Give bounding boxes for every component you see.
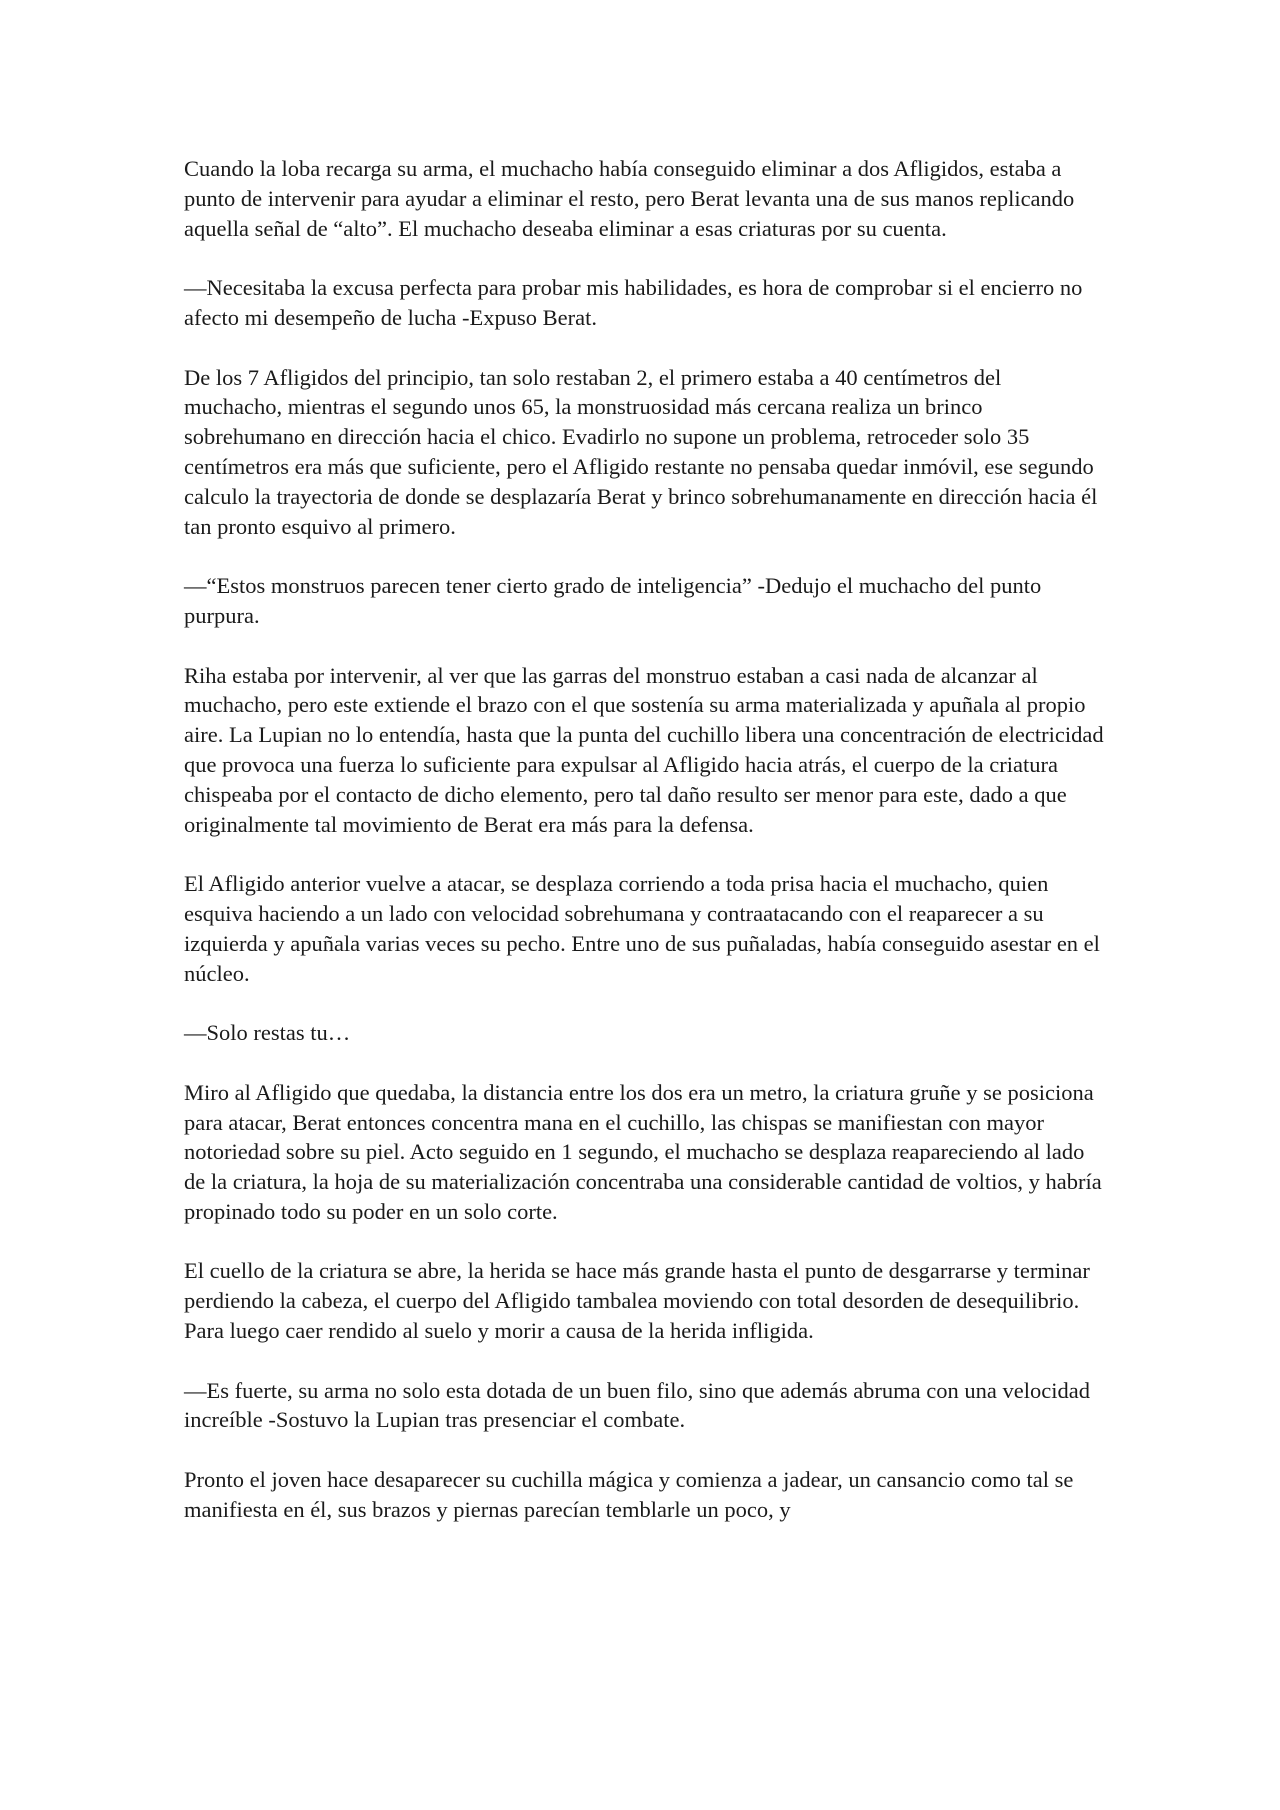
paragraph: Miro al Afligido que quedaba, la distancia entre los dos era un metro, la criatura gruñe y se posiciona para atacar, Berat entonces concentra mana en el cuchillo, las chispas se manifiestan con mayor notoriedad sobre su piel. Acto seguido en 1 segundo, el muchacho se desplaza reapareciendo al lado de la criatura, la hoja de su materialización concentraba una considerable cantidad de voltios, y habría propinado todo su poder en un solo corte. [184, 1079, 1102, 1224]
paragraph: —Solo restas tu… [184, 1020, 351, 1046]
paragraph: —“Estos monstruos parecen tener cierto grado de inteligencia” -Dedujo el muchacho del punto purpura. [184, 573, 1042, 628]
paragraph: Cuando la loba recarga su arma, el muchacho había conseguido eliminar a dos Afligidos, estaba a punto de intervenir para ayudar a eliminar el resto, pero Berat levanta una de sus manos replicando aquella señal de “alto”. El muchacho deseaba eliminar a esas criaturas por su cuenta. [184, 156, 1075, 241]
paragraph: Pronto el joven hace desaparecer su cuchilla mágica y comienza a jadear, un cansancio como tal se manifiesta en él, sus brazos y piernas parecían temblarle un poco, y [184, 1467, 1074, 1522]
paragraph: —Es fuerte, su arma no solo esta dotada de un buen filo, sino que además abruma con una velocidad increíble -Sostuvo la Lupian tras presenciar el combate. [184, 1377, 1090, 1433]
paragraph: El cuello de la criatura se abre, la herida se hace más grande hasta el punto de desgarrarse y terminar perdiendo la cabeza, el cuerpo del Afligido tambalea moviendo con total desorden de desequilibrio. Para luego caer rendido al suelo y morir a causa de la herida infligida. [184, 1258, 1090, 1344]
paragraph: Riha estaba por intervenir, al ver que las garras del monstruo estaban a casi nada de alcanzar al muchacho, pero este extiende el brazo con el que sostenía su arma materializada y apuñala al propio aire. La Lupian no lo entendía, hasta que la punta del cuchillo libera una concentración de electricidad que provoca una fuerza lo suficiente para expulsar al Afligido hacia atrás, el cuerpo de la criatura chispeaba por el contacto de dicho elemento, pero tal daño resulto ser menor para este, dado a que originalmente tal movimiento de Berat era más para la defensa. [184, 662, 1104, 837]
paragraph: El Afligido anterior vuelve a atacar, se desplaza corriendo a toda prisa hacia el muchacho, quien esquiva haciendo a un lado con velocidad sobrehumana y contraatacando con el reaparecer a su izquierda y apuñala varias veces su pecho. Entre uno de sus puñaladas, había conseguido asestar en el núcleo. [184, 871, 1100, 986]
paragraph: —Necesitaba la excusa perfecta para probar mis habilidades, es hora de comprobar si el encierro no afecto mi desempeño de lucha -Expuso Berat. [184, 275, 1083, 330]
body-text [184, 154, 1104, 1554]
paragraph: De los 7 Afligidos del principio, tan solo restaban 2, el primero estaba a 40 centímetros del muchacho, mientras el segundo unos 65, la monstruosidad más cercana realiza un brinco sobrehumano en dirección hacia el chico. Evadirlo no supone un problema, retroceder solo 35 centímetros era más que suficiente, pero el Afligido restante no pensaba quedar inmóvil, ese segundo calculo la trayectoria de donde se desplazaría Berat y brinco sobrehumanamente en dirección hacia él tan pronto esquivo al primero. [184, 364, 1098, 539]
